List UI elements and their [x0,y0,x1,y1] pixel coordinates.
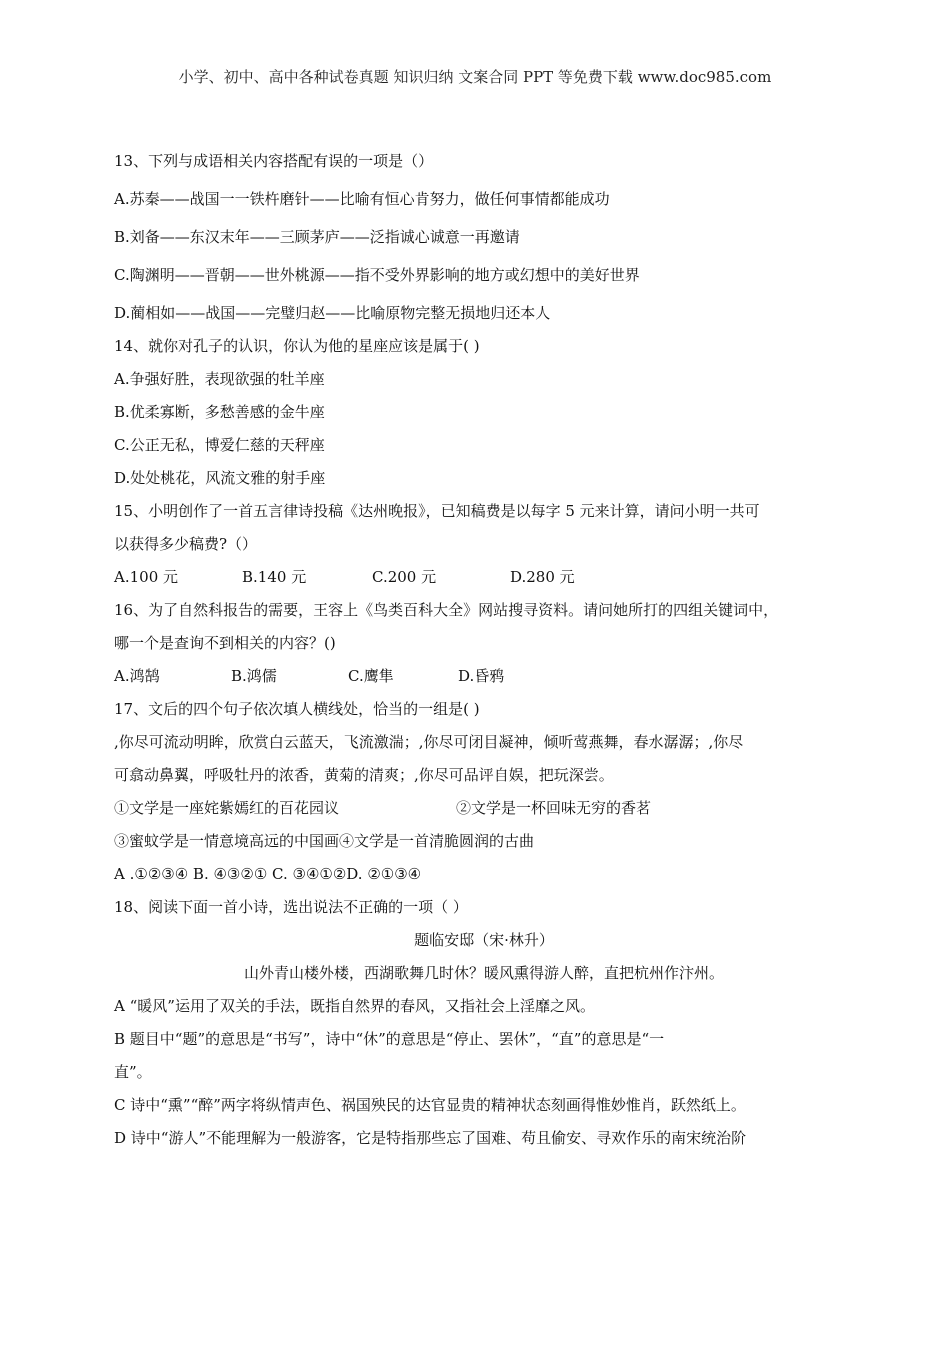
q17-passage-line2: 可翕动鼻翼，呼吸牡丹的浓香，黄菊的清爽；,你尽可品评自娱，把玩深尝。 [114,766,614,784]
poem-title: 题临安邸（宋·林升） [414,931,554,949]
q13-stem: 13、下列与成语相关内容搭配有误的一项是（） [114,152,434,170]
q17-sentences-3-4: ③蜜蚊学是一情意境高远的中国画④文学是一首清脆圆润的古曲 [114,832,535,850]
q14-option-d: D.处处桃花，风流文雅的射手座 [114,469,326,487]
q17-sentence-2: ②文学是一杯回味无穷的香茗 [456,799,652,817]
q17-options: A .①②③④ B. ④③②① C. ③④①②D. ②①③④ [114,865,422,883]
q16-options [114,665,854,687]
q15-option-d: D.280 元 [510,568,575,586]
poem-text: 山外青山楼外楼，西湖歌舞几时休？暖风熏得游人醉，直把杭州作汴州。 [243,964,724,982]
q15-stem-line2: 以获得多少稿费?（） [114,535,258,553]
q16-option-b: B.鸿儒 [231,667,277,685]
q16-stem-line2: 哪一个是查询不到相关的内容？() [114,634,336,652]
q14-stem: 14、就你对孔子的认识，你认为他的星座应该是属于( ) [114,337,480,355]
q16-option-a: A.鸿鹄 [114,667,160,685]
q13-option-b: B.刘备——东汉末年——三顾茅庐——泛指诚心诚意一再邀请 [114,228,520,246]
q15-option-a: A.100 元 [114,568,178,586]
exam-content [114,150,854,1149]
q17-stem: 17、文后的四个句子依次填人横线处，恰当的一组是( ) [114,700,480,718]
q17-sentences-1-2 [114,797,854,819]
q16-option-c: C.鹰隼 [348,667,394,685]
q17-passage-line1: ,你尽可流动明眸，欣赏白云蓝天，飞流激湍；,你尽可闭目凝神，倾听莺燕舞，春水潺潺；,你尽 [114,733,744,751]
q18-option-b-line2: 直”。 [114,1063,152,1081]
q13-option-a: A.苏秦——战国一一铁杵磨针——比喻有恒心肯努力，做任何事情都能成功 [114,190,610,208]
q18-option-c: C 诗中“熏”“醉”两字将纵情声色、祸国殃民的达官显贵的精神状态刻画得惟妙惟肖，跃然纸上。 [114,1096,746,1114]
q15-option-b: B.140 元 [242,568,307,586]
q15-option-c: C.200 元 [372,568,437,586]
q18-option-b-line1: B 题目中“题”的意思是“书写”，诗中“休”的意思是“停止、罢休”，“直”的意思是“一 [114,1030,665,1048]
q14-option-a: A.争强好胜，表现欲强的牡羊座 [114,370,325,388]
q16-option-d: D.昏鸦 [458,667,505,685]
q18-stem: 18、阅读下面一首小诗，选出说法不正确的一项（ ） [114,898,468,916]
q13-option-c: C.陶渊明——晋朝——世外桃源——指不受外界影响的地方或幻想中的美好世界 [114,266,640,284]
page-header: 小学、初中、高中各种试卷真题 知识归纳 文案合同 PPT 等免费下载 www.doc985.com [178,68,772,86]
q14-option-c: C.公正无私，博爱仁慈的天秤座 [114,436,325,454]
q17-sentence-1: ①文学是一座姹紫嫣红的百花园议 [114,799,340,817]
q15-stem-line1: 15、小明创作了一首五言律诗投稿《达州晚报》，已知稿费是以每字 5 元来计算，请问小明一共可 [114,502,760,520]
q16-stem-line1: 16、为了自然科报告的需要，王容上《鸟类百科大全》网站搜寻资料。请问她所打的四组关键词中， [114,601,779,619]
q18-option-a: A “暖风”运用了双关的手法，既指自然界的春风，又指社会上淫靡之风。 [114,997,595,1015]
q18-option-d: D 诗中“游人”不能理解为一般游客，它是特指那些忘了国难、苟且偷安、寻欢作乐的南宋统治阶 [114,1129,747,1147]
q15-options [114,566,854,588]
q13-option-d: D.蔺相如——战国——完璧归赵——比喻原物完整无损地归还本人 [114,304,551,322]
q14-option-b: B.优柔寡断，多愁善感的金牛座 [114,403,325,421]
